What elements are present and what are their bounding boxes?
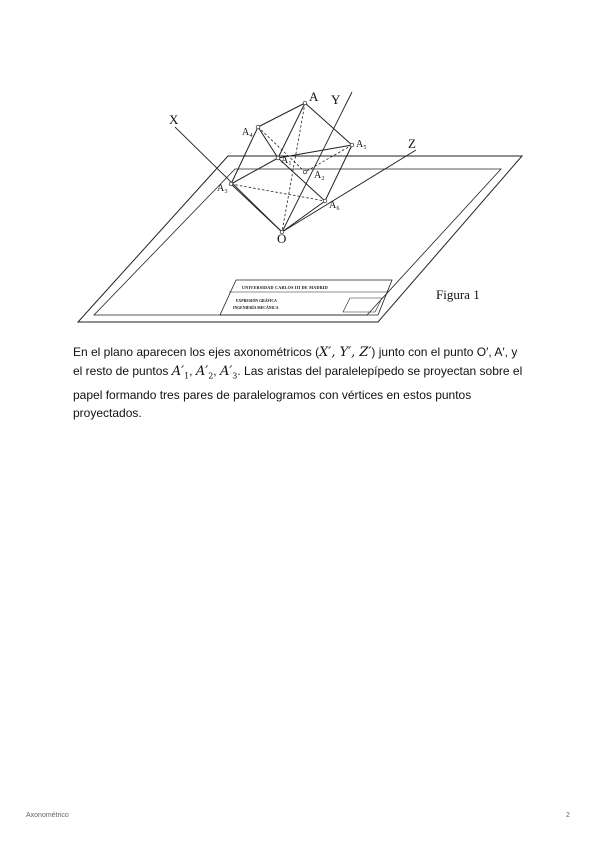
- figure-caption: Figura 1: [436, 287, 480, 302]
- title-block-subject: EXPRESIÓN GRÁFICA: [236, 299, 277, 303]
- point-a3-math: [220, 364, 237, 379]
- point-a5-label: A₅: [356, 139, 367, 150]
- axis-z-label: Z: [408, 136, 416, 151]
- body-paragraph: En el plano aparecen los ejes axonométricos (X′, Y′, Z′) junto con el punto O′, A′, y el resto de puntos $A'_1$, $A'_2$, $A'_3$. Las aristas del paralelepípedo se proyectan sobre el papel formando tres pares de paralelogramos con vértices en estos puntos proyectados.: [73, 345, 523, 420]
- axes-math: X′, Y′, Z′: [319, 345, 372, 360]
- point-a2-label: A₂: [314, 170, 325, 181]
- point-a3-label: A₃: [217, 183, 228, 194]
- point-a2-subscript: 2: [208, 371, 214, 381]
- point-a1-label: A₁: [281, 155, 292, 166]
- paragraph-text-1: En el plano aparecen los ejes axonométricos (: [73, 345, 320, 359]
- paragraph-text-2: ) junto con el punto O′, A′, y el resto de puntos: [73, 345, 518, 378]
- point-a2-base: A′: [195, 364, 209, 379]
- point-a1-subscript: 1: [184, 371, 190, 381]
- point-a4-label: A₄: [242, 127, 253, 138]
- axis-x-label: X: [169, 112, 179, 127]
- point-a1-math: [172, 364, 189, 379]
- page-number: 2: [566, 812, 570, 819]
- title-block: [220, 280, 392, 315]
- point-a3-base: A′: [219, 364, 233, 379]
- point-a6-label: A₆: [329, 200, 340, 211]
- axonometric-figure: [70, 84, 530, 330]
- footer-title: Axonométrico: [26, 812, 69, 819]
- title-block-university: UNIVERSIDAD CARLOS III DE MADRID: [242, 285, 328, 290]
- point-a-label: A: [309, 89, 319, 104]
- point-a1-base: A′: [171, 364, 185, 379]
- point-a3-subscript: 3: [232, 371, 238, 381]
- paragraph-text-3: . Las aristas del paralelepípedo se proyectan sobre el papel formando tres pares de paralelogramos con vértices en estos puntos proyectados.: [73, 364, 523, 420]
- point-a2-math: [196, 364, 213, 379]
- axis-y-label: Y: [331, 92, 341, 107]
- point-o-label: O: [277, 231, 287, 246]
- title-block-degree: INGENIERÍA MECÁNICA: [233, 306, 279, 310]
